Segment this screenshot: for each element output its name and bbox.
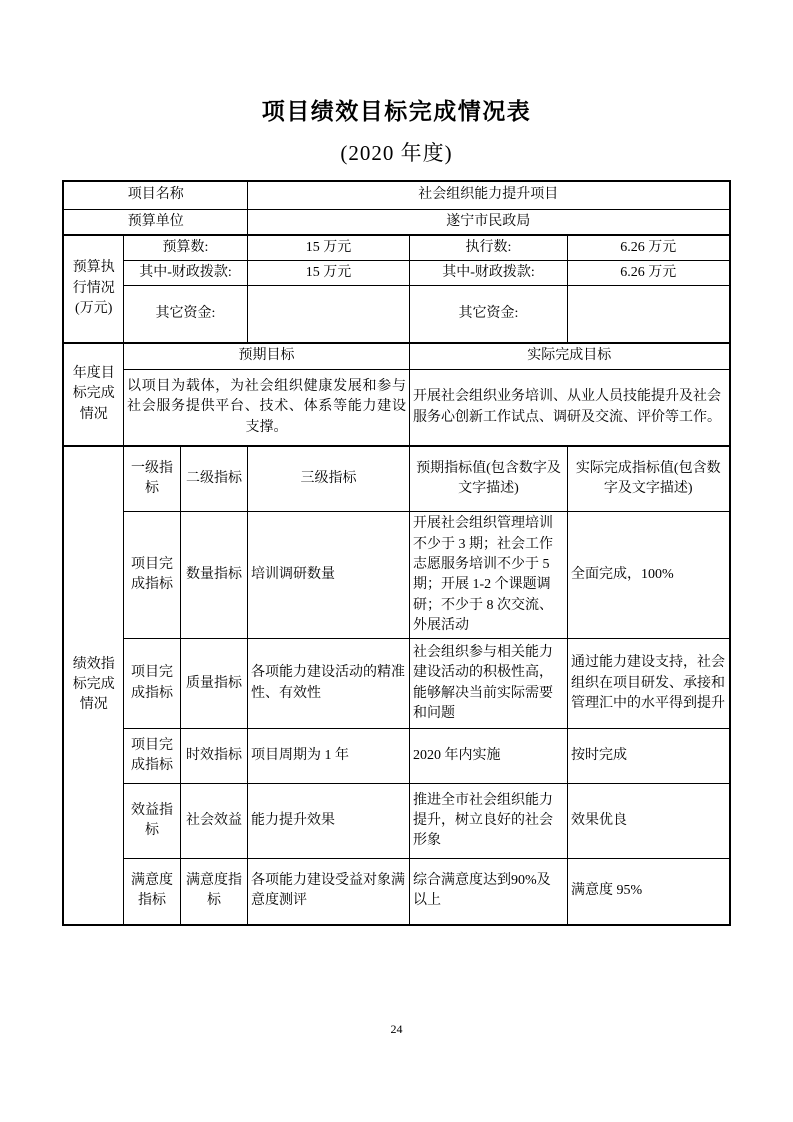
executed-amount-value: 6.26 万元	[568, 235, 730, 261]
indicator-actual: 全面完成，100%	[568, 512, 730, 639]
header-level2: 二级指标	[180, 446, 247, 512]
budget-unit-label: 预算单位	[63, 209, 247, 235]
performance-table	[62, 180, 730, 926]
table-row	[63, 639, 729, 729]
indicator-level1: 效益指标	[123, 784, 180, 859]
indicator-level2: 社会效益	[180, 784, 247, 859]
page-title: 项目绩效目标完成情况表	[261, 99, 532, 124]
table-row	[63, 343, 729, 370]
table-row	[63, 784, 729, 859]
table-row	[63, 729, 729, 784]
other-funds-exec-value	[568, 286, 730, 343]
project-name-value: 社会组织能力提升项目	[248, 181, 730, 209]
expected-goal-header: 预期目标	[123, 343, 409, 370]
table-row	[63, 370, 729, 446]
fiscal-allocation-value: 15 万元	[248, 261, 410, 286]
header-actual-value: 实际完成指标值(包含数字及文字描述)	[568, 446, 730, 512]
table-row	[63, 446, 729, 512]
budget-amount-label: 预算数:	[123, 235, 247, 261]
fiscal-allocation-exec-label: 其中-财政拨款:	[410, 261, 568, 286]
annual-goal-section-label: 年度目标完成情况	[63, 343, 123, 446]
table-row	[63, 286, 729, 343]
indicator-expected: 综合满意度达到90%及以上	[410, 859, 568, 925]
indicator-level3: 能力提升效果	[248, 784, 410, 859]
indicator-expected: 社会组织参与相关能力建设活动的积极性高，能够解决当前实际需要和问题	[410, 639, 568, 729]
indicator-actual: 满意度 95%	[568, 859, 730, 925]
budget-section-label: 预算执行情况(万元)	[63, 235, 123, 343]
indicator-level2: 时效指标	[180, 729, 247, 784]
table-row	[63, 235, 729, 261]
page-subtitle: (2020 年度)	[340, 141, 453, 165]
budget-unit-value: 遂宁市民政局	[248, 209, 730, 235]
indicator-level2: 质量指标	[180, 639, 247, 729]
project-name-label: 项目名称	[63, 181, 247, 209]
indicator-level1: 项目完成指标	[123, 512, 180, 639]
indicator-level1: 项目完成指标	[123, 729, 180, 784]
table-row	[63, 859, 729, 925]
header-expected-value: 预期指标值(包含数字及文字描述)	[410, 446, 568, 512]
indicator-expected: 推进全市社会组织能力提升，树立良好的社会形象	[410, 784, 568, 859]
budget-amount-value: 15 万元	[248, 235, 410, 261]
table-row	[63, 261, 729, 286]
indicator-level3: 项目周期为 1 年	[248, 729, 410, 784]
other-funds-exec-label: 其它资金:	[410, 286, 568, 343]
fiscal-allocation-exec-value: 6.26 万元	[568, 261, 730, 286]
other-funds-label: 其它资金:	[123, 286, 247, 343]
indicator-level3: 各项能力建设受益对象满意度测评	[248, 859, 410, 925]
page-number: 24	[390, 1022, 403, 1036]
header-level1: 一级指标	[123, 446, 180, 512]
indicator-expected: 2020 年内实施	[410, 729, 568, 784]
indicator-actual: 按时完成	[568, 729, 730, 784]
indicator-level3: 培训调研数量	[248, 512, 410, 639]
indicator-actual: 效果优良	[568, 784, 730, 859]
indicator-actual: 通过能力建设支持，社会组织在项目研发、承接和管理汇中的水平得到提升	[568, 639, 730, 729]
header-level3: 三级指标	[248, 446, 410, 512]
indicators-section-label: 绩效指标完成情况	[63, 446, 123, 925]
expected-goal-text: 以项目为载体，为社会组织健康发展和参与社会服务提供平台、技术、体系等能力建设支撑。	[123, 370, 409, 446]
table-row	[63, 209, 729, 235]
indicator-level2: 满意度指标	[180, 859, 247, 925]
actual-goal-text: 开展社会组织业务培训、从业人员技能提升及社会服务心创新工作试点、调研及交流、评价等工作。	[410, 370, 730, 446]
executed-amount-label: 执行数:	[410, 235, 568, 261]
other-funds-value	[248, 286, 410, 343]
indicator-level1: 项目完成指标	[123, 639, 180, 729]
indicator-level3: 各项能力建设活动的精准性、有效性	[248, 639, 410, 729]
table-row	[63, 512, 729, 639]
indicator-level1: 满意度指标	[123, 859, 180, 925]
indicator-expected: 开展社会组织管理培训不少于 3 期；社会工作志愿服务培训不少于 5 期；开展 1-2 个课题调研；不少于 8 次交流、外展活动	[410, 512, 568, 639]
indicator-level2: 数量指标	[180, 512, 247, 639]
fiscal-allocation-label: 其中-财政拨款:	[123, 261, 247, 286]
actual-goal-header: 实际完成目标	[410, 343, 730, 370]
table-row	[63, 181, 729, 209]
